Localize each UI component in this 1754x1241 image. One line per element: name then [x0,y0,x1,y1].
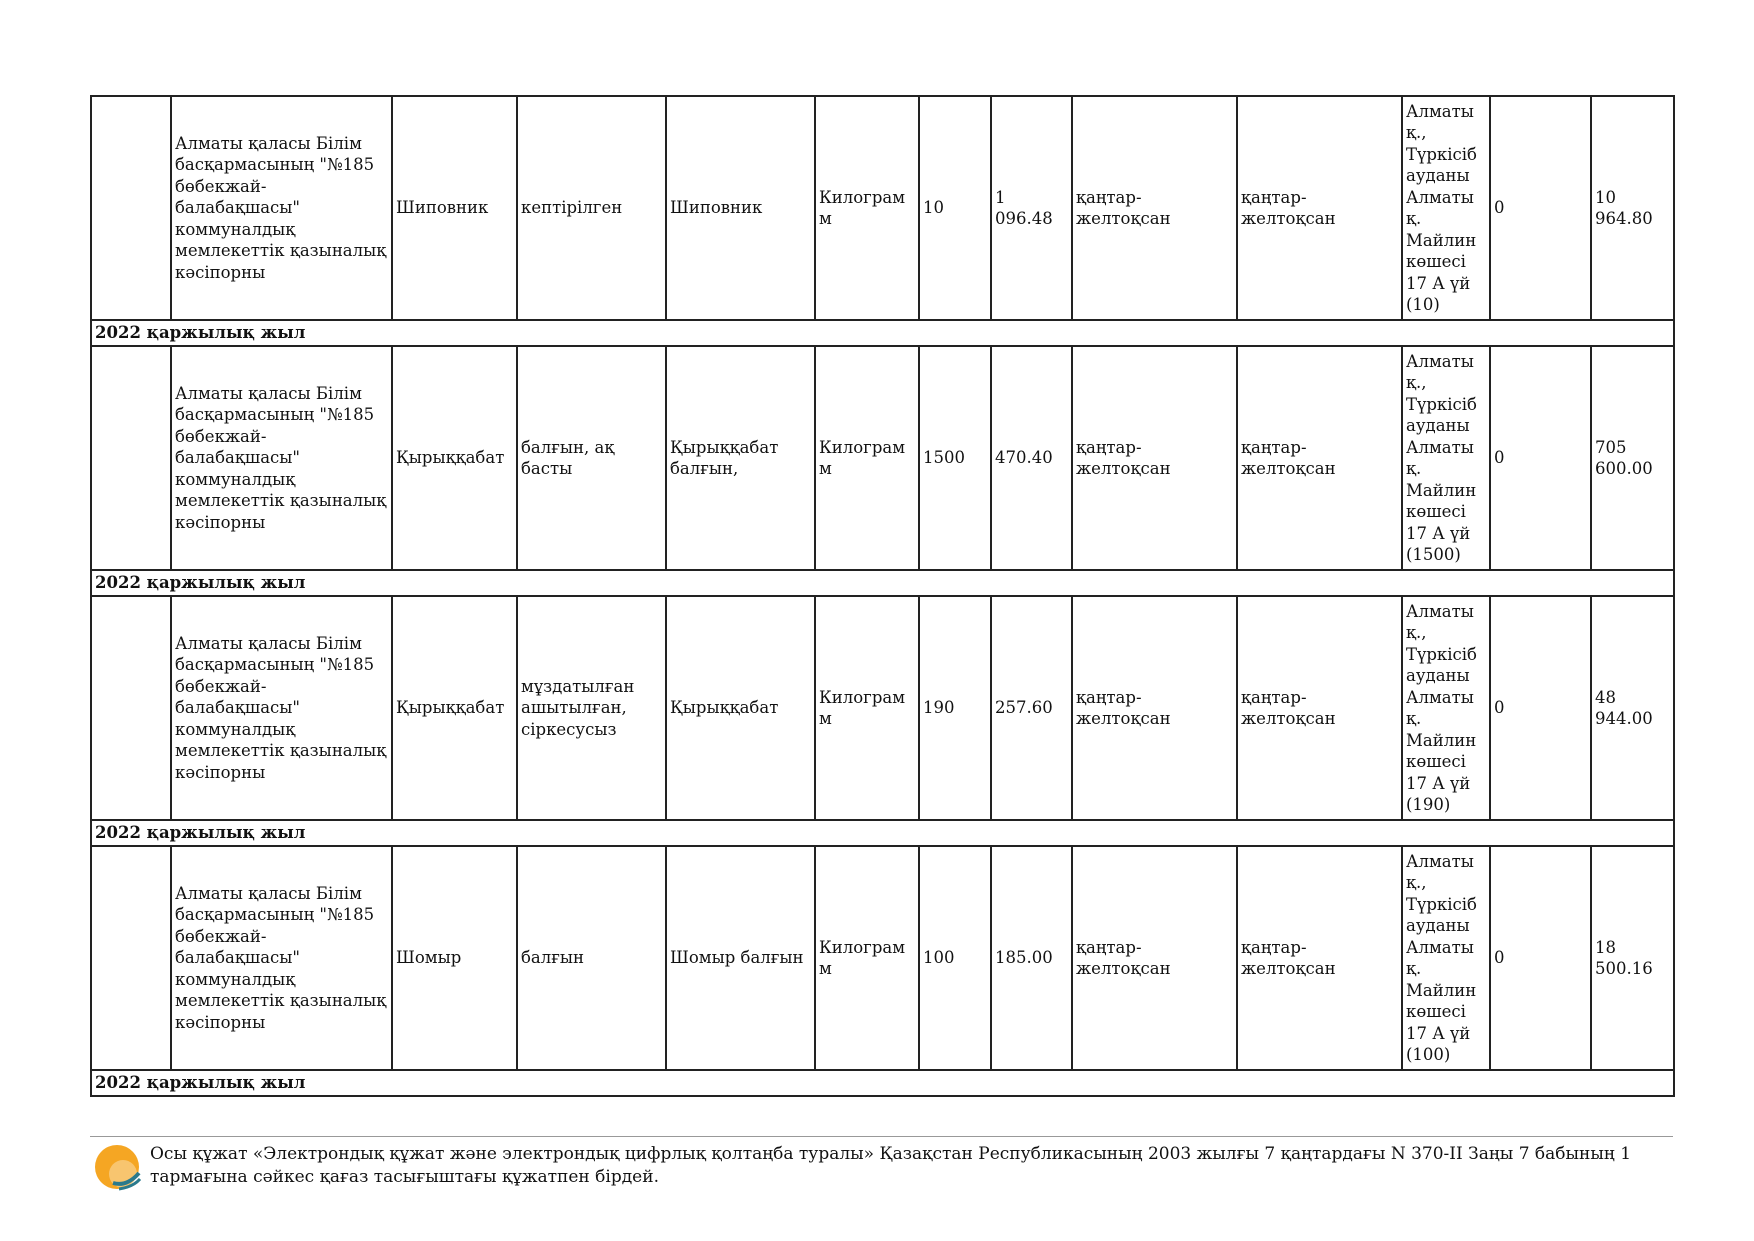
fiscal-year-row [91,820,1674,846]
fiscal-year-label: 2022 қаржылық жыл [91,1070,1674,1096]
cell-number [91,346,171,570]
cell-quantity: 10 [919,96,991,320]
cell-customer: Алматы қаласы Білім басқармасының "№185 бөбекжай-балабақшасы" коммуналдық мемлекеттік қазыналық кәсіпорны [171,346,392,570]
fiscal-year-label: 2022 қаржылық жыл [91,320,1674,346]
cell-extra-description: Қырыққабат балғын, [666,346,815,570]
cell-number [91,846,171,1070]
fiscal-year-row [91,320,1674,346]
cell-price: 185.00 [991,846,1072,1070]
cell-delivery-place: Алматы қ., Түркісіб ауданы Алматы қ. Майлин көшесі 17 А үй (10) [1402,96,1490,320]
cell-total-sum: 18 500.16 [1591,846,1674,1070]
cell-total-sum: 10 964.80 [1591,96,1674,320]
cell-price: 1 096.48 [991,96,1072,320]
cell-total-sum: 48 944.00 [1591,596,1674,820]
cell-characteristic: мұздатылған ашытылған, сіркесусыз [517,596,666,820]
cell-advance-percent: 0 [1490,846,1591,1070]
legal-notice-text: Осы құжат «Электрондық құжат және электрондық цифрлық қолтаңба туралы» Қазақстан Республикасының 2003 жылғы 7 қаңтардағы N 370-II Заңы 7 бабының 1 тармағына сәйкес қағаз тасығыштағы құжатпен бірдей. [150,1144,1632,1187]
cell-customer: Алматы қаласы Білім басқармасының "№185 бөбекжай-балабақшасы" коммуналдық мемлекеттік қазыналық кәсіпорны [171,846,392,1070]
cell-delivery-period: қаңтар-желтоқсан [1072,596,1237,820]
cell-delivery-place: Алматы қ., Түркісіб ауданы Алматы қ. Майлин көшесі 17 А үй (100) [1402,846,1490,1070]
cell-price: 257.60 [991,596,1072,820]
cell-delivery-period: қаңтар-желтоқсан [1072,96,1237,320]
cell-advance-percent: 0 [1490,596,1591,820]
cell-item-name: Қырыққабат [392,346,517,570]
cell-delivery-place: Алматы қ., Түркісіб ауданы Алматы қ. Майлин көшесі 17 А үй (1500) [1402,346,1490,570]
cell-extra-description: Шомыр балғын [666,846,815,1070]
cell-extra-description: Қырыққабат [666,596,815,820]
cell-contract-period: қаңтар-желтоқсан [1237,596,1402,820]
cell-characteristic: балғын, ақ басты [517,346,666,570]
fiscal-year-row [91,1070,1674,1096]
cell-quantity: 1500 [919,346,991,570]
fiscal-year-label: 2022 қаржылық жыл [91,820,1674,846]
cell-customer: Алматы қаласы Білім басқармасының "№185 бөбекжай-балабақшасы" коммуналдық мемлекеттік қазыналық кәсіпорны [171,96,392,320]
cell-quantity: 190 [919,596,991,820]
cell-contract-period: қаңтар-желтоқсан [1237,846,1402,1070]
table-body [91,96,1674,1096]
procurement-table-wrapper [90,95,1673,1097]
fiscal-year-row [91,570,1674,596]
cell-advance-percent: 0 [1490,346,1591,570]
fiscal-year-label: 2022 қаржылық жыл [91,570,1674,596]
table-row [91,846,1674,1070]
cell-total-sum: 705 600.00 [1591,346,1674,570]
procurement-table [90,95,1675,1097]
cell-extra-description: Шиповник [666,96,815,320]
cell-item-name: Қырыққабат [392,596,517,820]
cell-contract-period: қаңтар-желтоқсан [1237,346,1402,570]
cell-advance-percent: 0 [1490,96,1591,320]
cell-number [91,96,171,320]
cell-unit: Килограмм [815,846,919,1070]
cell-unit: Килограмм [815,596,919,820]
cell-delivery-place: Алматы қ., Түркісіб ауданы Алматы қ. Майлин көшесі 17 А үй (190) [1402,596,1490,820]
cell-unit: Килограмм [815,346,919,570]
table-row [91,596,1674,820]
egov-sun-logo-icon [93,1143,141,1191]
table-row [91,96,1674,320]
table-row [91,346,1674,570]
cell-price: 470.40 [991,346,1072,570]
cell-customer: Алматы қаласы Білім басқармасының "№185 бөбекжай-балабақшасы" коммуналдық мемлекеттік қазыналық кәсіпорны [171,596,392,820]
cell-delivery-period: қаңтар-желтоқсан [1072,846,1237,1070]
signature-footer [90,1136,1673,1187]
cell-contract-period: қаңтар-желтоқсан [1237,96,1402,320]
cell-item-name: Шомыр [392,846,517,1070]
cell-delivery-period: қаңтар-желтоқсан [1072,346,1237,570]
cell-number [91,596,171,820]
cell-characteristic: балғын [517,846,666,1070]
cell-characteristic: кептірілген [517,96,666,320]
cell-unit: Килограмм [815,96,919,320]
cell-quantity: 100 [919,846,991,1070]
cell-item-name: Шиповник [392,96,517,320]
